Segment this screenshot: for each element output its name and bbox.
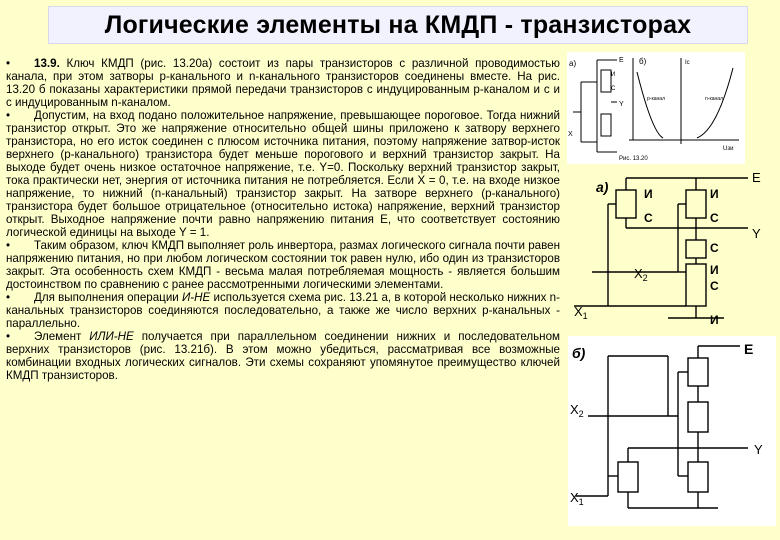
bullet: •	[6, 109, 11, 122]
nand-e: E	[752, 170, 761, 185]
nand-label: а)	[596, 179, 609, 195]
nor-y: Y	[754, 442, 763, 457]
fig-top-i: И	[611, 72, 616, 78]
nand-x2	[634, 266, 648, 283]
paragraph-text: получается при параллельном соединении нижних и последовательном верхних транзисторов (рис. 13.21б). В этом можно убедиться, рассматривая все возможные комбинации входных логических сигналов. Эти схемы сохраняют упомянутое преимущество ключей КМДП транзисторов.	[6, 330, 561, 382]
nand-x1-sub: 1	[582, 311, 588, 321]
paragraph-text: Для выполнения операции	[34, 291, 183, 304]
fig-top-s: С	[611, 86, 616, 92]
paragraph-text: Элемент	[34, 330, 90, 343]
nor-x1-sub: 1	[578, 497, 584, 507]
nor-e: E	[744, 341, 754, 357]
nand-i-2: И	[710, 187, 719, 201]
nand-s-1: С	[644, 211, 653, 225]
nand-y: Y	[752, 226, 761, 241]
fig-top-curve-p: р-канал	[647, 96, 665, 102]
paragraph-text: Ключ КМДП (рис. 13.20а) состоит из пары транзисторов с различной проводимостью канала, при этом затворы р-канального и n-канального транзисторов соединены вместе. На рис. 13.20 б показаны характеристики прямой передачи транзисторов с индуцированным р-каналом и с и с индуцированным n-каналом.	[6, 57, 560, 109]
bullet: •	[6, 330, 11, 343]
nor-x2-sub: 2	[578, 409, 584, 419]
fig-top-curve-n: n-канал	[705, 96, 723, 102]
nor-circuit-drawing	[568, 336, 776, 526]
nor-x1	[570, 490, 584, 507]
paragraph-4	[6, 291, 560, 330]
nand-s-2: С	[710, 211, 719, 225]
fig-top-ic: Ic	[685, 60, 690, 66]
paragraph-5	[6, 330, 560, 382]
fig-top-caption: Рис. 13.20	[619, 156, 648, 162]
fig-top-label-a: а)	[569, 59, 577, 68]
fig-top-x: X	[568, 131, 573, 138]
emphasis: ИЛИ-НЕ	[89, 330, 134, 343]
nor-x2-letter: X	[570, 402, 579, 417]
page-title: Логические элементы на КМДП - транзисторах	[104, 10, 692, 39]
nand-i-3: И	[710, 263, 719, 277]
emphasis: И-НЕ	[182, 291, 211, 304]
nand-circuit-drawing	[568, 166, 778, 333]
nand-x2-sub: 2	[642, 273, 648, 283]
paragraph-text: Допустим, на вход подано положительное напряжение, превышающее пороговое. Тогда нижний транзистор открыт. Это же напряжение относительно общей шины приложено к затвору верхнего транзистора, но его исток соединен с плюсом источника питания, поэтому напряжение затвор-исток верхнего (р-канального) транзистора будет меньше порогового и верхний транзистор закрыт. На выходе будет очень низкое остаточное напряжение, т.е. Y=0. Поскольку верхний транзистор закрыт, тока практически нет, энергия от источника питания не потребляется. Если X = 0, т.е. на входе низкое напряжение, то нижний (n-канальный) транзистор закрыт. На затворе верхнего (р-канального) транзистора будет большое отрицательное (относительно истока) напряжение, верхний транзистор открыт. Выходное напряжение почти равно напряжению питания Е, что соответствует состоянию логической единицы на выходе Y = 1.	[6, 109, 560, 239]
bullet: •	[6, 239, 11, 252]
bullet: •	[6, 291, 11, 304]
figure-13-21-b-nor	[568, 336, 776, 526]
body-text	[6, 57, 560, 382]
section-number: 13.9.	[34, 57, 60, 70]
fig-top-label-b: б)	[639, 57, 647, 66]
paragraph-1	[6, 57, 560, 109]
figure-13-20	[567, 52, 745, 164]
paragraph-text: используется схема рис. 13.21 а, в которой несколько нижних n-канальных транзисторов соединяются последовательно, а также же число верхних р-канальных - параллельно.	[6, 291, 560, 330]
nand-x2-letter: X	[634, 266, 643, 281]
nor-x1-letter: X	[570, 490, 579, 505]
nand-s-3: С	[710, 241, 719, 255]
paragraph-3	[6, 239, 560, 291]
fig-top-uzi: Uзи	[723, 146, 734, 152]
figure-13-20-drawing	[567, 52, 745, 164]
figure-13-21-a-nand	[568, 166, 778, 333]
nand-i-1: И	[644, 187, 653, 201]
nand-x1-letter: X	[574, 304, 583, 319]
nor-x2	[570, 402, 584, 419]
paragraph-2	[6, 109, 560, 239]
fig-top-e: E	[619, 57, 624, 64]
nand-s-4: С	[710, 279, 719, 293]
nor-label: б)	[572, 345, 586, 361]
title-box	[48, 6, 748, 44]
nand-i-4: И	[710, 313, 719, 327]
bullet: •	[6, 57, 11, 70]
paragraph-text: Таким образом, ключ КМДП выполняет роль инвертора, размах логического сигнала почти равен напряжению питания, но при любом логическом состоянии ток равен нулю, ибо один из транзисторов закрыт. Эта особенность схем КМДП - весьма малая потребляемая мощность - является большим достоинством по сравнению с ранее рассмотренными логическими элементами.	[6, 239, 560, 291]
fig-top-y: Y	[619, 101, 624, 108]
